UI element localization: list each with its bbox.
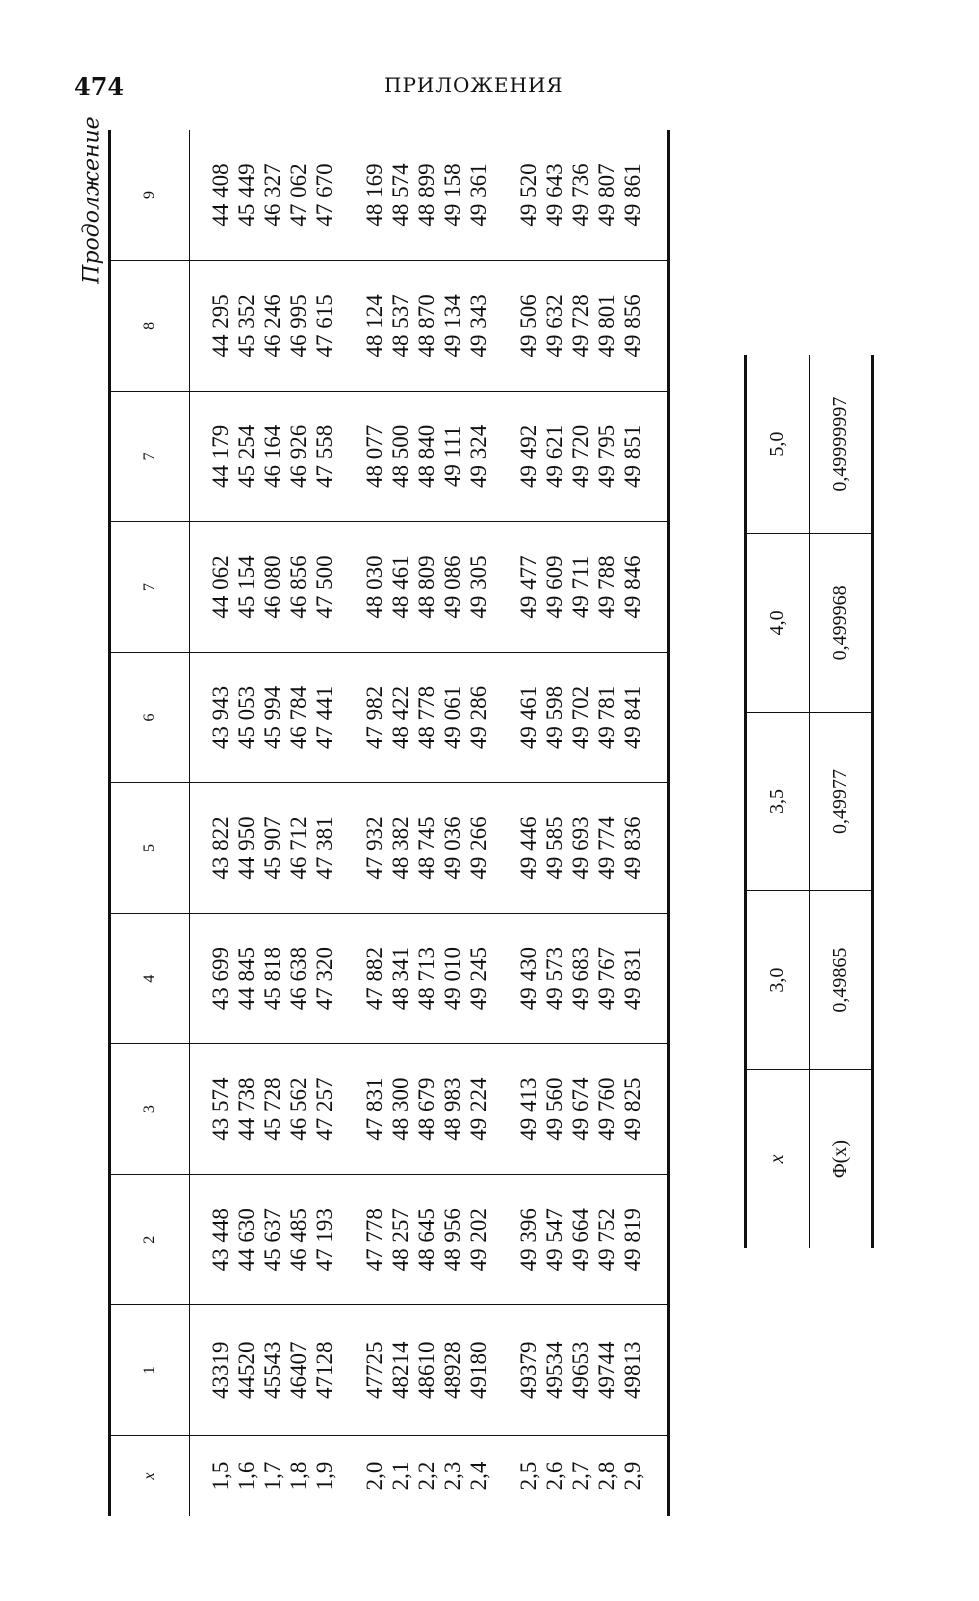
table-value: 43 943 [208,685,233,750]
table-value: 49 492 [515,424,541,489]
small-table [744,355,874,1248]
table-value: 47 193 [312,1208,337,1272]
table-value: 49 061 [440,685,466,750]
value-cell [190,1174,353,1305]
table-value: 48 899 [414,163,440,227]
table-value: 48 956 [440,1208,466,1272]
table-value: 48 809 [414,555,440,619]
table-body [190,130,669,1516]
value-cell [352,913,505,1044]
value-cell [506,1044,659,1175]
table-value: 49 711 [567,555,593,619]
table-value: 49 477 [515,555,541,619]
x-value: 2,3 [440,1461,466,1491]
table-row-group [190,130,353,1516]
table-value: 49 801 [593,294,619,358]
table-value: 49 286 [466,685,492,750]
table-value: 49 856 [619,294,645,358]
table-value: 45 449 [234,163,259,227]
filler-cell [659,1436,669,1517]
table-value: 49 461 [515,685,541,750]
table-value: 48610 [414,1341,440,1399]
value-cell [352,391,505,522]
table-value: 45 907 [260,816,285,880]
table-value: 49 825 [619,1077,645,1141]
table-value: 47128 [312,1341,337,1399]
x-value: 1,5 [208,1461,233,1491]
table-value: 45 254 [234,424,259,489]
value-cell [352,522,505,653]
table-value: 49 621 [541,424,567,489]
x-value: 1,8 [286,1461,311,1491]
table-value: 49 224 [466,1077,492,1141]
table-value: 49 086 [440,555,466,619]
column-header: 9 [110,130,190,261]
table-value: 49 819 [619,1208,645,1272]
table-value: 48 713 [414,946,440,1011]
table-value: 49 643 [541,163,567,227]
table-header-row [110,130,190,1516]
table-value: 46 164 [260,424,285,489]
table-value: 49 305 [466,555,492,619]
table-value: 49 836 [619,816,645,880]
table-value: 49 807 [593,163,619,227]
value-cell [506,783,659,914]
column-header: 4 [110,913,190,1044]
table-value: 43 574 [208,1077,233,1141]
table-value: 49 396 [515,1208,541,1272]
table-value: 48 169 [362,163,388,227]
column-header: 6 [110,652,190,783]
table-value: 43 448 [208,1208,233,1272]
table-value: 44520 [234,1341,259,1399]
table-value: 49 560 [541,1077,567,1141]
x-value: 2,6 [541,1461,567,1491]
x-row [746,355,810,1248]
table-value: 49 134 [440,294,466,358]
table-value: 48 574 [388,163,414,227]
column-header: 5 [110,783,190,914]
value-cell [506,522,659,653]
main-table [108,130,670,1516]
column-header: 7 [110,522,190,653]
value-cell [190,1044,353,1175]
table-value: 49 446 [515,816,541,880]
normal-distribution-table [108,130,670,1516]
table-value: 45 154 [234,555,259,619]
filler-cell [659,1044,669,1175]
table-value: 47 615 [312,294,337,358]
phi-value: 0,49999997 [809,355,873,534]
table-value: 48 341 [388,946,414,1011]
value-cell [506,652,659,783]
table-value: 49 767 [593,946,619,1011]
table-value: 48 645 [414,1208,440,1272]
filler-cell [659,1305,669,1436]
table-value: 49813 [619,1341,645,1399]
x-value: 2,8 [593,1461,619,1491]
table-value: 46 995 [286,294,311,358]
table-value: 48 300 [388,1077,414,1141]
table-value: 44 738 [234,1077,259,1141]
value-cell [190,261,353,392]
table-value: 44 630 [234,1208,259,1272]
table-value: 48 745 [414,816,440,880]
table-value: 43319 [208,1341,233,1399]
table-value: 46 926 [286,424,311,489]
table-value: 48214 [388,1341,414,1399]
table-value: 43 822 [208,816,233,880]
table-value: 49 752 [593,1208,619,1272]
table-value: 48 870 [414,294,440,358]
table-value: 49 851 [619,424,645,489]
table-value: 49 728 [567,294,593,358]
table-value: 46 856 [286,555,311,619]
running-head: ПРИЛОЖЕНИЯ [384,73,564,97]
table-value: 49 788 [593,555,619,619]
value-cell [352,1044,505,1175]
table-value: 48 257 [388,1208,414,1272]
table-value: 49 324 [466,424,492,489]
value-cell [190,391,353,522]
table-value: 49 266 [466,816,492,880]
table-value: 49 430 [515,946,541,1011]
table-value: 48 382 [388,816,414,880]
table-value: 47 500 [312,555,337,619]
table-value: 43 699 [208,946,233,1011]
filler-cell [659,522,669,653]
table-value: 47 882 [362,946,388,1011]
x-value: 2,0 [362,1461,388,1491]
x-value: 2,5 [515,1461,541,1491]
table-value: 47 062 [286,163,311,227]
table-value: 49 861 [619,163,645,227]
column-header: 3 [110,1044,190,1175]
table-value: 49 111 [440,425,466,488]
value-cell [190,522,353,653]
table-filler-row [659,130,669,1516]
table-value: 44 845 [234,946,259,1011]
x-value: 4,0 [746,534,810,713]
table-value: 47 441 [312,685,337,750]
table-value: 49 036 [440,816,466,880]
table-value: 46 485 [286,1208,311,1272]
table-value: 49180 [466,1341,492,1399]
x-value: 1,7 [260,1461,285,1491]
table-value: 48 983 [440,1077,466,1141]
table-value: 45 053 [234,685,259,750]
table-value: 49 760 [593,1077,619,1141]
value-cell [352,783,505,914]
table-value: 49 413 [515,1077,541,1141]
table-value: 49 158 [440,163,466,227]
value-cell [190,652,353,783]
table-value: 49 520 [515,163,541,227]
x-value: 3,5 [746,712,810,891]
filler-cell [659,913,669,1044]
table-value: 49 547 [541,1208,567,1272]
table-value: 49653 [567,1341,593,1399]
value-cell [352,1305,505,1436]
table-value: 47 670 [312,163,337,227]
table-value: 45 728 [260,1077,285,1141]
table-row-group [352,130,505,1516]
table-value: 48 778 [414,685,440,750]
filler-cell [659,652,669,783]
table-value: 49 632 [541,294,567,358]
value-cell [190,1305,353,1436]
table-value: 48 422 [388,685,414,750]
table-value: 49 343 [466,294,492,358]
table-value: 49 010 [440,946,466,1011]
table-value: 49 245 [466,946,492,1011]
x-value: 2,2 [414,1461,440,1491]
value-cell [352,261,505,392]
table-value: 46 784 [286,685,311,750]
filler-cell [659,261,669,392]
phi-value: 0,49977 [809,712,873,891]
table-value: 49 846 [619,555,645,619]
value-cell [506,913,659,1044]
table-value: 49 361 [466,163,492,227]
table-value: 47725 [362,1341,388,1399]
table-value: 45 818 [260,946,285,1011]
continued-label: Продолжение [79,116,105,284]
table-value: 48 124 [362,294,388,358]
table-value: 48 679 [414,1077,440,1141]
table-value: 44 179 [208,424,233,489]
table-value: 47 932 [362,816,388,880]
table-row-group [506,130,659,1516]
filler-cell [659,130,669,261]
table-value: 49 585 [541,816,567,880]
value-cell [506,130,659,261]
table-value: 44 295 [208,294,233,358]
table-value: 48 077 [362,424,388,489]
x-value: 5,0 [746,355,810,534]
value-cell [352,652,505,783]
x-cell [352,1436,505,1517]
table-value: 47 320 [312,946,337,1011]
page-number: 474 [74,72,125,101]
column-header: 8 [110,261,190,392]
table-value: 49 702 [567,685,593,750]
table-value: 47 257 [312,1077,337,1141]
column-header: 7 [110,391,190,522]
table-value: 46 327 [260,163,285,227]
filler-cell [659,391,669,522]
table-value: 45 352 [234,294,259,358]
phi-row [809,355,873,1248]
x-label: x [746,1069,810,1248]
table-value: 44 062 [208,555,233,619]
table-value: 47 831 [362,1077,388,1141]
table-value: 49 664 [567,1208,593,1272]
value-cell [506,1305,659,1436]
table-value: 47 778 [362,1208,388,1272]
column-header: 2 [110,1174,190,1305]
phi-label: Φ(x) [828,1139,851,1178]
value-cell [352,130,505,261]
table-value: 48 030 [362,555,388,619]
x-value: 1,6 [234,1461,259,1491]
table-value: 46 712 [286,816,311,880]
table-value: 45 637 [260,1208,285,1272]
table-value: 46 246 [260,294,285,358]
phi-value: 0,499968 [809,534,873,713]
table-value: 49 774 [593,816,619,880]
table-value: 46 638 [286,946,311,1011]
table-value: 49 720 [567,424,593,489]
table-value: 49 573 [541,946,567,1011]
table-value: 45543 [260,1341,285,1399]
table-value: 46 080 [260,555,285,619]
table-value: 49744 [593,1341,619,1399]
table-value: 46407 [286,1341,311,1399]
x-cell [506,1436,659,1517]
table-value: 44 408 [208,163,233,227]
table-value: 46 562 [286,1077,311,1141]
table-value: 45 994 [260,685,285,750]
table-value: 49 202 [466,1208,492,1272]
table-value: 49 598 [541,685,567,750]
table-value: 49 736 [567,163,593,227]
table-value: 47 381 [312,816,337,880]
table-value: 48928 [440,1341,466,1399]
value-cell [190,130,353,261]
filler-cell [659,1174,669,1305]
table-value: 49 693 [567,816,593,880]
x-value: 2,1 [388,1461,414,1491]
value-cell [506,261,659,392]
value-cell [352,1174,505,1305]
table-value: 49 506 [515,294,541,358]
x-value: 2,9 [619,1461,645,1491]
table-value: 49 795 [593,424,619,489]
table-value: 44 950 [234,816,259,880]
column-header: 1 [110,1305,190,1436]
table-value: 48 461 [388,555,414,619]
table-value: 49 609 [541,555,567,619]
table-value: 48 500 [388,424,414,489]
value-cell [506,1174,659,1305]
table-value: 49 674 [567,1077,593,1141]
large-x-table [744,355,874,1248]
x-value: 1,9 [312,1461,337,1491]
phi-value: 0,49865 [809,891,873,1070]
table-value: 48 840 [414,424,440,489]
table-value: 47 558 [312,424,337,489]
table-value: 49534 [541,1341,567,1399]
x-cell [190,1436,353,1517]
value-cell [190,783,353,914]
x-value: 2,4 [466,1461,492,1491]
value-cell [506,391,659,522]
x-value: 3,0 [746,891,810,1070]
column-header-x: x [110,1436,190,1517]
x-value: 2,7 [567,1461,593,1491]
table-value: 49 841 [619,685,645,750]
filler-cell [659,783,669,914]
table-value: 49 683 [567,946,593,1011]
table-value: 49 831 [619,946,645,1011]
table-value: 49 781 [593,685,619,750]
value-cell [190,913,353,1044]
table-value: 48 537 [388,294,414,358]
table-value: 47 982 [362,685,388,750]
table-value: 49379 [515,1341,541,1399]
